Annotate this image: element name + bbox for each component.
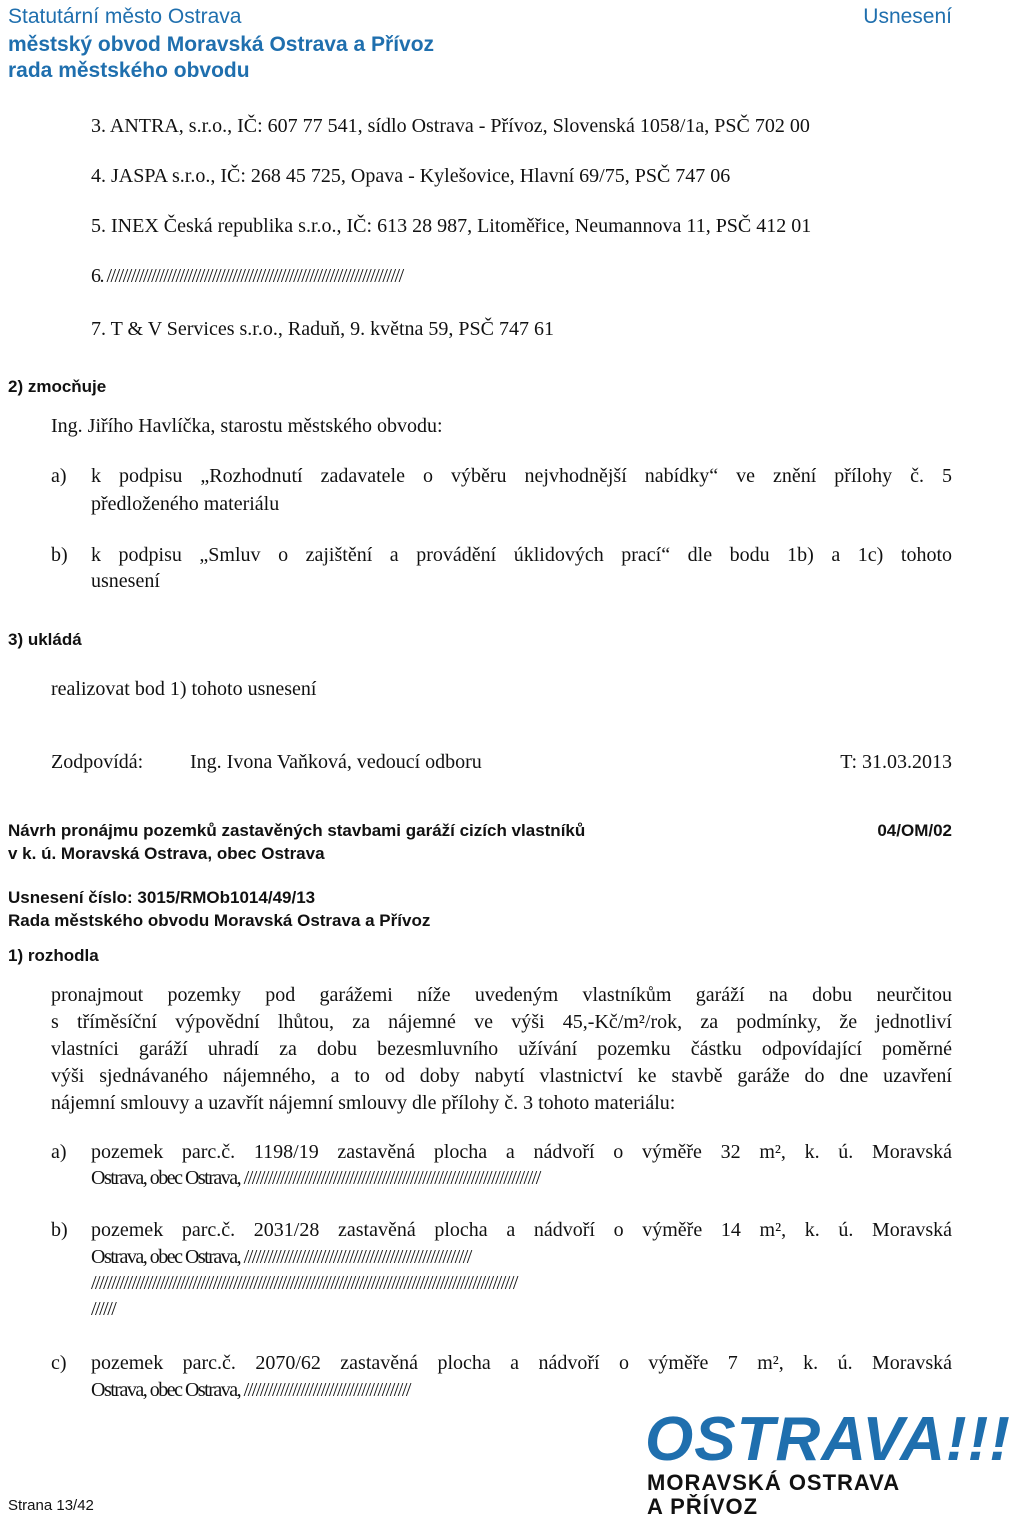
authorized-person: Ing. Jiřího Havlíčka, starostu městského obvodu: [51,415,443,437]
plot-item-text: ///////////////////////////////////////////////////////////////////////////////////////////////////////// [91,1272,517,1294]
list-item: 3. ANTRA, s.r.o., IČ: 607 77 541, sídlo Ostrava - Přívoz, Slovenská 1058/1a, PSČ 702 00 [91,115,810,137]
item-text: k podpisu „Rozhodnutí zadavatele o výběru nejvhodnější nabídky“ ve znění přílohy č. 5 [91,465,952,487]
item-label: b) [51,544,68,566]
ostrava-logo [645,1405,1011,1519]
resolution-council: Rada městského obvodu Moravská Ostrava a Přívoz [8,911,431,930]
decision-paragraph-line: vlastníci garáží uhradí za dobu bezesmluvního užívání pozemku částku odpovídající poměrné [51,1038,952,1060]
item-label: a) [51,465,67,487]
decision-paragraph-line: pronajmout pozemky pod garážemi níže uvedeným vlastníkům garáží na dobu neurčitou [51,984,952,1006]
deadline: T: 31.03.2013 [840,751,952,773]
resolution-number: Usnesení číslo: 3015/RMOb1014/49/13 [8,888,316,907]
logo-text: OSTRAVA!!! [645,1405,1011,1474]
header-city: Statutární město Ostrava [8,5,242,28]
item-text: k podpisu „Smluv o zajištění a provádění úklidových prací“ dle bodu 1b) a 1c) tohoto [91,544,952,566]
plot-item-text: pozemek parc.č. 2070/62 zastavěná plocha a nádvoří o výměře 7 m², k. ú. Moravská [91,1352,952,1374]
list-item-redacted: 6. ///////////////////////////////////////////////////////////////////////// [91,265,403,287]
plot-item-text: Ostrava, obec Ostrava, ///////////////////////////////////////////////////////////////////////// [91,1167,540,1189]
task-text: realizovat bod 1) tohoto usnesení [51,678,317,700]
section-heading: 3) ukládá [8,630,82,649]
header-doc-type: Usnesení [863,5,952,28]
item-label: c) [51,1352,67,1374]
item-label: a) [51,1141,67,1163]
plot-item-text: Ostrava, obec Ostrava, //////////////////////////////////////////////////////// [91,1246,471,1268]
responsible-person: Ing. Ivona Vaňková, vedoucí odboru [190,751,482,773]
plot-item-text: pozemek parc.č. 1198/19 zastavěná plocha a nádvoří o výměře 32 m², k. ú. Moravská [91,1141,952,1163]
plot-item-text: Ostrava, obec Ostrava, ///////////////////////////////////////// [91,1379,410,1401]
proposal-title: v k. ú. Moravská Ostrava, obec Ostrava [8,844,325,863]
decision-paragraph-line: nájemní smlouvy a uzavřít nájemní smlouvy dle přílohy č. 3 tohoto materiálu: [51,1092,676,1114]
header-district: městský obvod Moravská Ostrava a Přívoz [8,33,435,56]
item-text: předloženého materiálu [91,493,280,515]
item-label: b) [51,1219,68,1241]
decision-paragraph-line: výši sjednávaného nájemného, a to od doby nabytí vlastnictví ke stavbě garáže do dne uzavření [51,1065,952,1087]
page-number: Strana 13/42 [8,1497,94,1514]
section-heading: 1) rozhodla [8,946,99,965]
list-item: 4. JASPA s.r.o., IČ: 268 45 725, Opava - Kylešovice, Hlavní 69/75, PSČ 747 06 [91,165,731,187]
section-heading: 2) zmocňuje [8,377,107,396]
plot-item-text: ////// [91,1298,116,1320]
proposal-title: Návrh pronájmu pozemků zastavěných stavbami garáží cizích vlastníků [8,821,586,840]
responsible-label: Zodpovídá: [51,751,144,773]
proposal-code: 04/OM/02 [877,821,952,840]
logo-text: MORAVSKÁ OSTRAVA [647,1470,901,1495]
decision-paragraph-line: s tříměsíční výpovědní lhůtou, za nájemné ve výši 45,-Kč/m²/rok, za podmínky, že jednotliví [51,1011,952,1033]
list-item: 5. INEX Česká republika s.r.o., IČ: 613 28 987, Litoměřice, Neumannova 11, PSČ 412 01 [91,215,812,237]
list-item: 7. T & V Services s.r.o., Raduň, 9. května 59, PSČ 747 61 [91,318,554,340]
item-text: usnesení [91,570,160,592]
logo-text: A PŘÍVOZ [647,1494,759,1519]
header-council: rada městského obvodu [8,59,250,82]
plot-item-text: pozemek parc.č. 2031/28 zastavěná plocha a nádvoří o výměře 14 m², k. ú. Moravská [91,1219,952,1241]
